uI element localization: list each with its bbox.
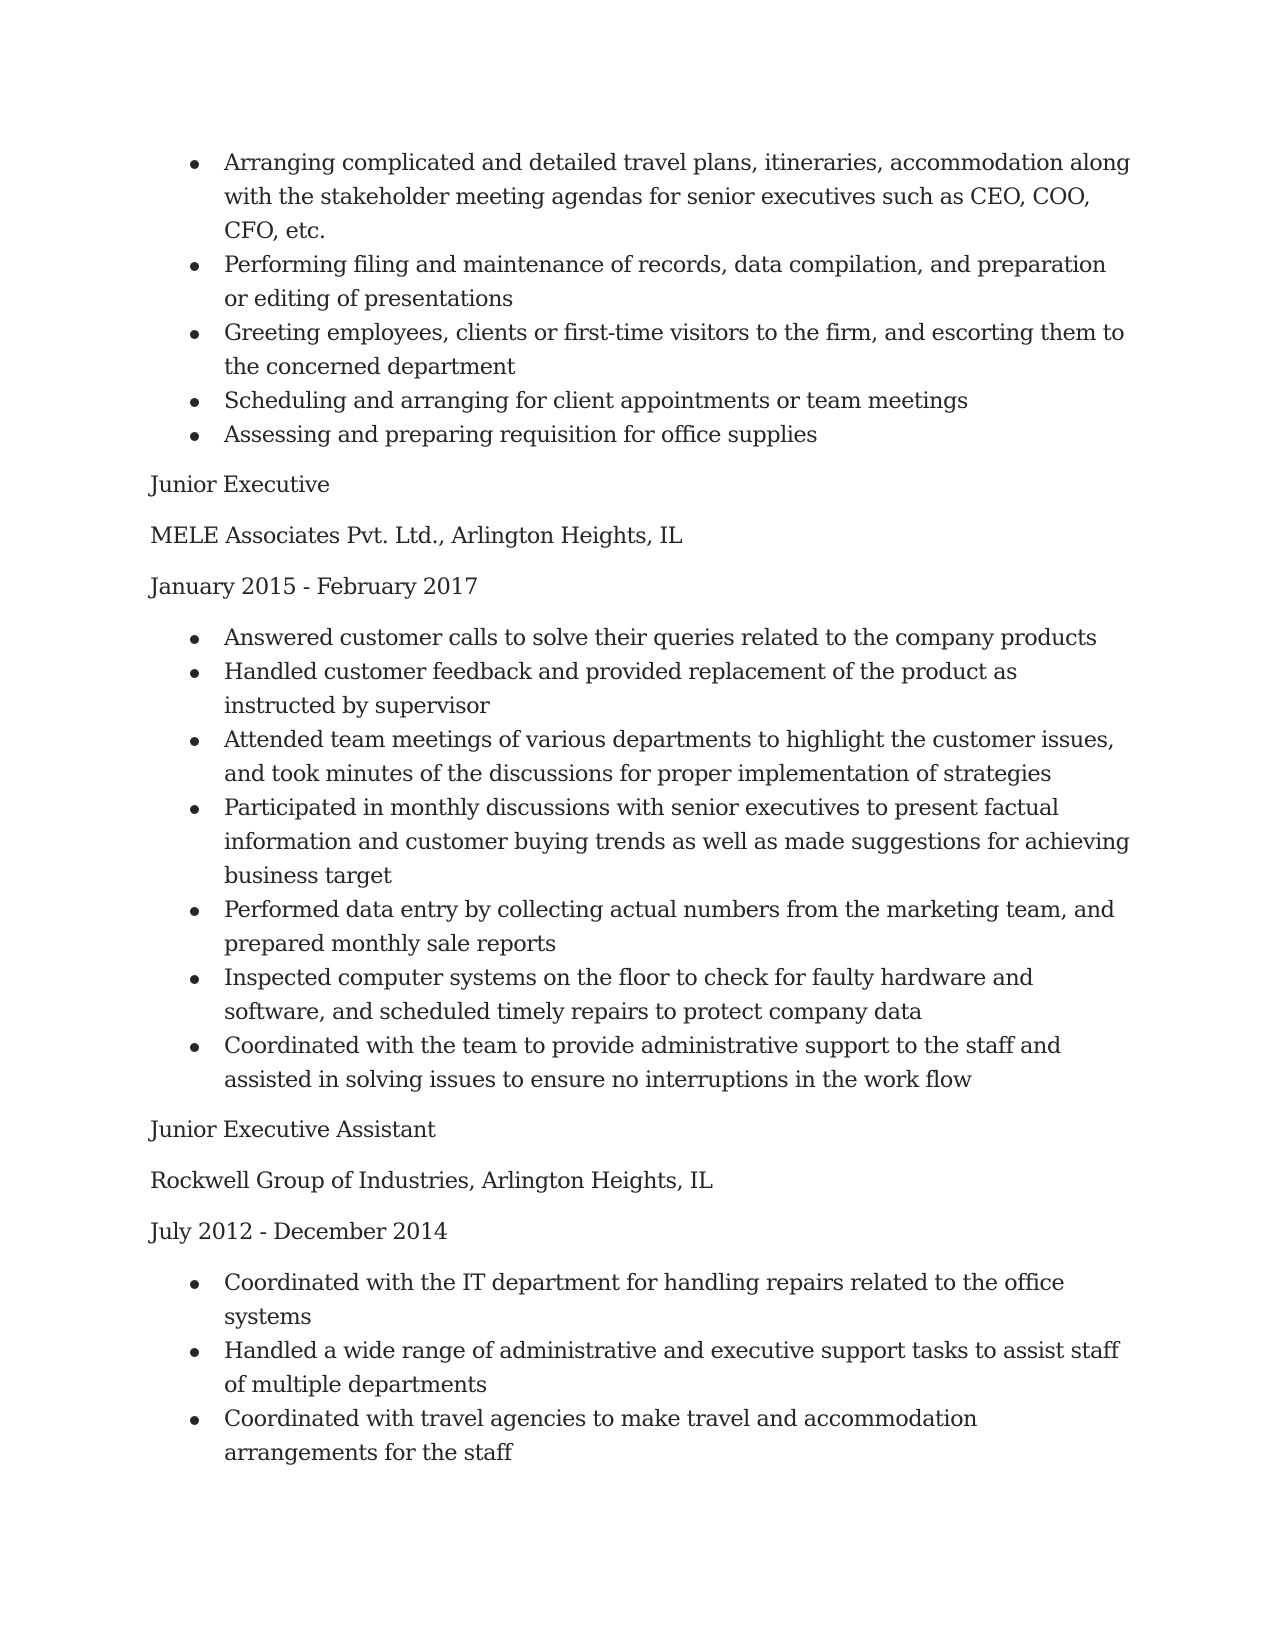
list-item-text: Greeting employees, clients or first-time visitors to the firm, and escorting them to the concerned department: [224, 320, 1125, 380]
list-item: [150, 1334, 1130, 1402]
list-item: [150, 146, 1130, 248]
list-item: [150, 655, 1130, 723]
job-title: Junior Executive: [150, 472, 330, 498]
list-item-text: Coordinated with the IT department for handling repairs related to the office systems: [224, 1270, 1065, 1330]
responsibilities-list: [150, 621, 1130, 1097]
employment-dates: July 2012 - December 2014: [150, 1219, 448, 1245]
bullet-icon: [190, 1348, 199, 1357]
list-item-text: Assessing and preparing requisition for office supplies: [224, 422, 818, 448]
list-item-text: Handled customer feedback and provided replacement of the product as instructed by supervisor: [224, 659, 1018, 719]
list-item: [150, 316, 1130, 384]
list-item-text: Scheduling and arranging for client appointments or team meetings: [224, 388, 968, 414]
bullet-icon: [190, 737, 199, 746]
list-item: [150, 1266, 1130, 1334]
bullet-icon: [190, 1416, 199, 1425]
bullet-icon: [190, 160, 199, 169]
list-item: [150, 723, 1130, 791]
bullet-icon: [190, 262, 199, 271]
list-item-text: Answered customer calls to solve their queries related to the company products: [224, 625, 1097, 651]
employment-dates: January 2015 - February 2017: [150, 574, 478, 600]
bullet-icon: [190, 432, 199, 441]
bullet-icon: [190, 1043, 199, 1052]
list-item-text: Coordinated with travel agencies to make travel and accommodation arrangements for the staff: [224, 1406, 978, 1466]
list-item: [150, 1029, 1130, 1097]
list-item: [150, 248, 1130, 316]
responsibilities-list: [150, 1266, 1130, 1470]
resume-content: [150, 146, 1130, 1470]
list-item-text: Participated in monthly discussions with senior executives to present factual information and customer buying trends as well as made suggestions for achieving business target: [224, 795, 1130, 889]
list-item: [150, 384, 1130, 418]
bullet-icon: [190, 330, 199, 339]
bullet-icon: [190, 669, 199, 678]
list-item-text: Inspected computer systems on the floor to check for faulty hardware and software, and scheduled timely repairs to protect company data: [224, 965, 1034, 1025]
list-item: [150, 893, 1130, 961]
company-location: Rockwell Group of Industries, Arlington Heights, IL: [150, 1168, 713, 1194]
job-title: Junior Executive Assistant: [150, 1117, 436, 1143]
list-item-text: Attended team meetings of various departments to highlight the customer issues, and took minutes of the discussions for proper implementation of strategies: [224, 727, 1115, 787]
list-item-text: Handled a wide range of administrative and executive support tasks to assist staff of multiple departments: [224, 1338, 1119, 1398]
list-item-text: Arranging complicated and detailed travel plans, itineraries, accommodation along with the stakeholder meeting agendas for senior executives such as CEO, COO, CFO, etc.: [224, 150, 1131, 244]
bullet-icon: [190, 398, 199, 407]
responsibilities-list: [150, 146, 1130, 452]
list-item-text: Performing filing and maintenance of records, data compilation, and preparation or editing of presentations: [224, 252, 1106, 312]
bullet-icon: [190, 975, 199, 984]
list-item: [150, 621, 1130, 655]
company-location: MELE Associates Pvt. Ltd., Arlington Heights, IL: [150, 523, 683, 549]
list-item-text: Performed data entry by collecting actual numbers from the marketing team, and prepared monthly sale reports: [224, 897, 1115, 957]
list-item: [150, 1402, 1130, 1470]
bullet-icon: [190, 907, 199, 916]
bullet-icon: [190, 1280, 199, 1289]
list-item-text: Coordinated with the team to provide administrative support to the staff and assisted in solving issues to ensure no interruptions in the work flow: [224, 1033, 1061, 1093]
bullet-icon: [190, 635, 199, 644]
list-item: [150, 418, 1130, 452]
bullet-icon: [190, 805, 199, 814]
list-item: [150, 961, 1130, 1029]
list-item: [150, 791, 1130, 893]
